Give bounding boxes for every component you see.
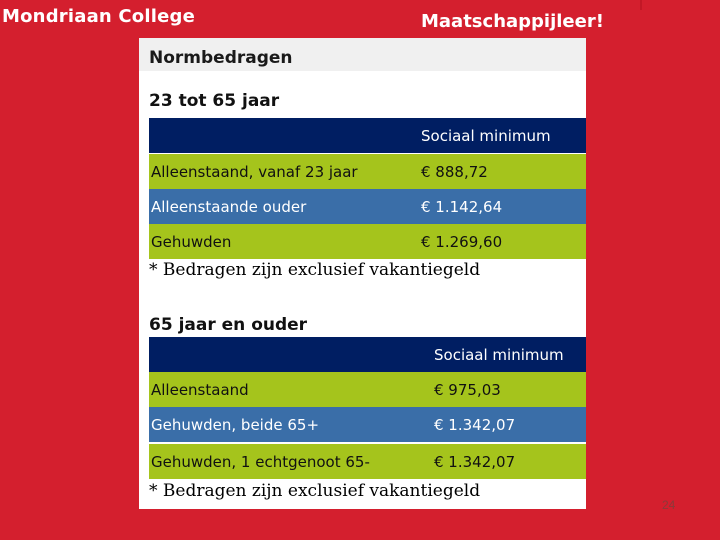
panel-title: Normbedragen — [139, 38, 586, 71]
footnote: * Bedragen zijn exclusief vakantiegeld — [149, 481, 481, 501]
section-title-23-65: 23 tot 65 jaar — [149, 91, 280, 111]
row-label: Gehuwden, beide 65+ — [151, 415, 320, 434]
table-row — [149, 444, 586, 479]
footnote: * Bedragen zijn exclusief vakantiegeld — [149, 260, 481, 280]
page-number: 24 — [662, 498, 676, 512]
school-logo-text: Mondriaan College — [2, 6, 196, 27]
subject-logo-text: Maatschappijleer! — [421, 11, 604, 32]
table-row — [149, 407, 586, 442]
table-header-row — [149, 337, 586, 372]
normbedragen-panel — [139, 38, 586, 509]
row-label: Alleenstaand — [151, 380, 249, 399]
row-value: € 1.342,07 — [434, 415, 516, 434]
row-label: Alleenstaand, vanaf 23 jaar — [151, 162, 358, 181]
row-value: € 888,72 — [421, 162, 488, 181]
table-row — [149, 154, 586, 189]
table-row — [149, 224, 586, 259]
column-header-sociaal-minimum: Sociaal minimum — [421, 126, 551, 145]
row-value: € 1.342,07 — [434, 452, 516, 471]
column-header-sociaal-minimum: Sociaal minimum — [434, 345, 564, 364]
row-value: € 1.142,64 — [421, 197, 503, 216]
row-value: € 975,03 — [434, 380, 501, 399]
row-label: Alleenstaande ouder — [151, 197, 307, 216]
section-title-65-plus: 65 jaar en ouder — [149, 315, 308, 335]
table-row — [149, 189, 586, 224]
table-header-row — [149, 118, 586, 153]
row-value: € 1.269,60 — [421, 232, 503, 251]
corner-mark — [640, 0, 642, 10]
row-label: Gehuwden — [151, 232, 232, 251]
table-row — [149, 372, 586, 407]
row-label: Gehuwden, 1 echtgenoot 65- — [151, 452, 370, 471]
